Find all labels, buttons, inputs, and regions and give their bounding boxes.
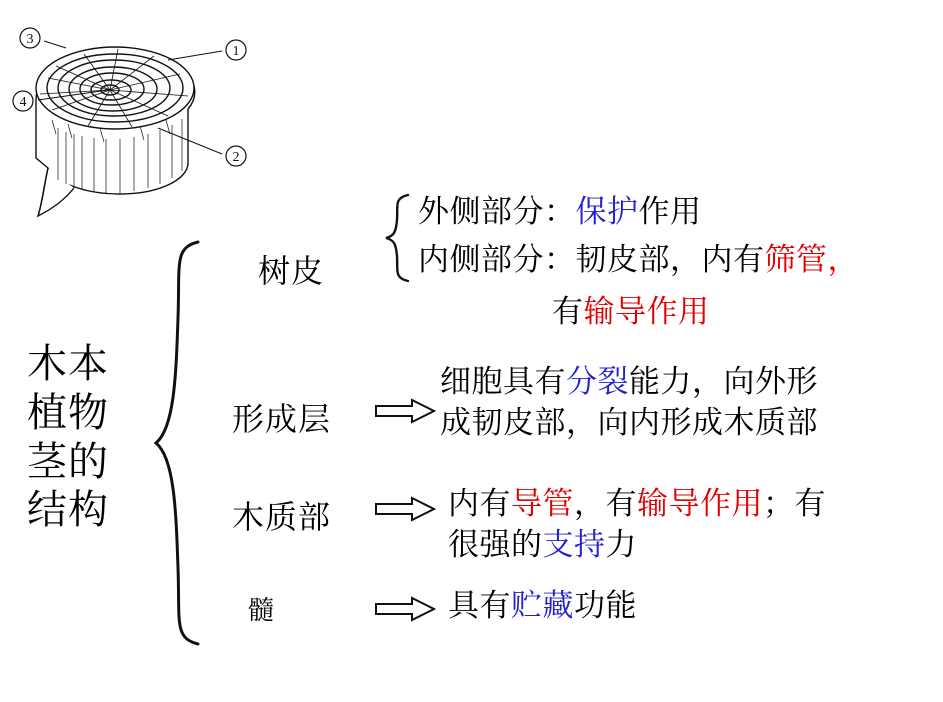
cambium-line-1 [440,362,818,403]
bark-inner2-highlight: 输导作用 [583,294,710,329]
cambium-line-2: 成韧皮部，向内形成木质部 [440,404,818,440]
stem-drawing-svg [8,8,298,228]
cambium-line1-suffix: 能力，向外形 [629,364,818,399]
callout-4-label: 4 [19,95,27,110]
title-line-3: 茎的 [27,438,109,484]
diagram-title [8,340,128,535]
xylem-text [448,484,826,566]
bark-outer-suffix: 作用 [638,194,702,229]
title-line-1: 木本 [27,341,109,386]
cambium-text [440,362,818,444]
bark-outer-text [418,192,702,233]
main-brace-icon [150,238,210,648]
pith-prefix: 具有 [448,588,511,623]
arrow-pith-icon [374,596,436,622]
callout-2-label: 2 [232,150,240,165]
bark-outer-prefix: 外侧部分： [418,194,576,229]
pith-text [448,586,637,627]
callout-1-label: 1 [232,44,240,59]
pith-highlight: 贮藏 [511,588,574,623]
cambium-line1-highlight: 分裂 [566,364,629,399]
bark-brace [382,192,416,284]
woody-stem-illustration [8,8,298,228]
xylem-line1-mid: ，有 [574,486,637,521]
row-label-cambium: 形成层 [232,401,332,437]
xylem-line1-suffix: ；有 [763,486,826,521]
xylem-line1-prefix: 内有 [448,486,511,521]
title-line-4: 结构 [27,487,109,533]
title-line-2: 植物 [27,389,109,435]
main-brace [150,238,210,648]
bark-inner-mid: 韧皮部，内有 [575,242,765,277]
xylem-line1-highlight-1: 导管 [511,486,574,521]
bark-inner-prefix: 内侧部分： [418,242,576,277]
callout-3-label: 3 [26,32,34,47]
bark-inner-text [418,240,859,281]
bark-outer-highlight: 保护 [575,194,639,229]
xylem-line-1 [448,484,826,525]
xylem-line-2 [448,525,826,566]
bark-brace-icon [382,192,416,284]
bark-inner2-prefix: 有 [552,294,584,329]
arrow-cambium-icon [374,398,436,424]
cambium-line1-prefix: 细胞具有 [440,364,566,399]
arrow-xylem-icon [374,496,436,522]
bark-inner-highlight: 筛管， [764,242,859,277]
xylem-line1-highlight-2: 输导作用 [637,486,763,521]
pith-suffix: 功能 [574,588,637,623]
row-label-pith: 髓 [248,596,276,625]
bark-inner-text-line2 [552,292,710,333]
xylem-line2-prefix: 很强的 [448,526,543,562]
row-label-bark: 树皮 [258,253,325,289]
xylem-line2-suffix: 力 [605,526,637,562]
row-label-xylem: 木质部 [232,499,332,535]
xylem-line2-highlight: 支持 [542,526,606,562]
